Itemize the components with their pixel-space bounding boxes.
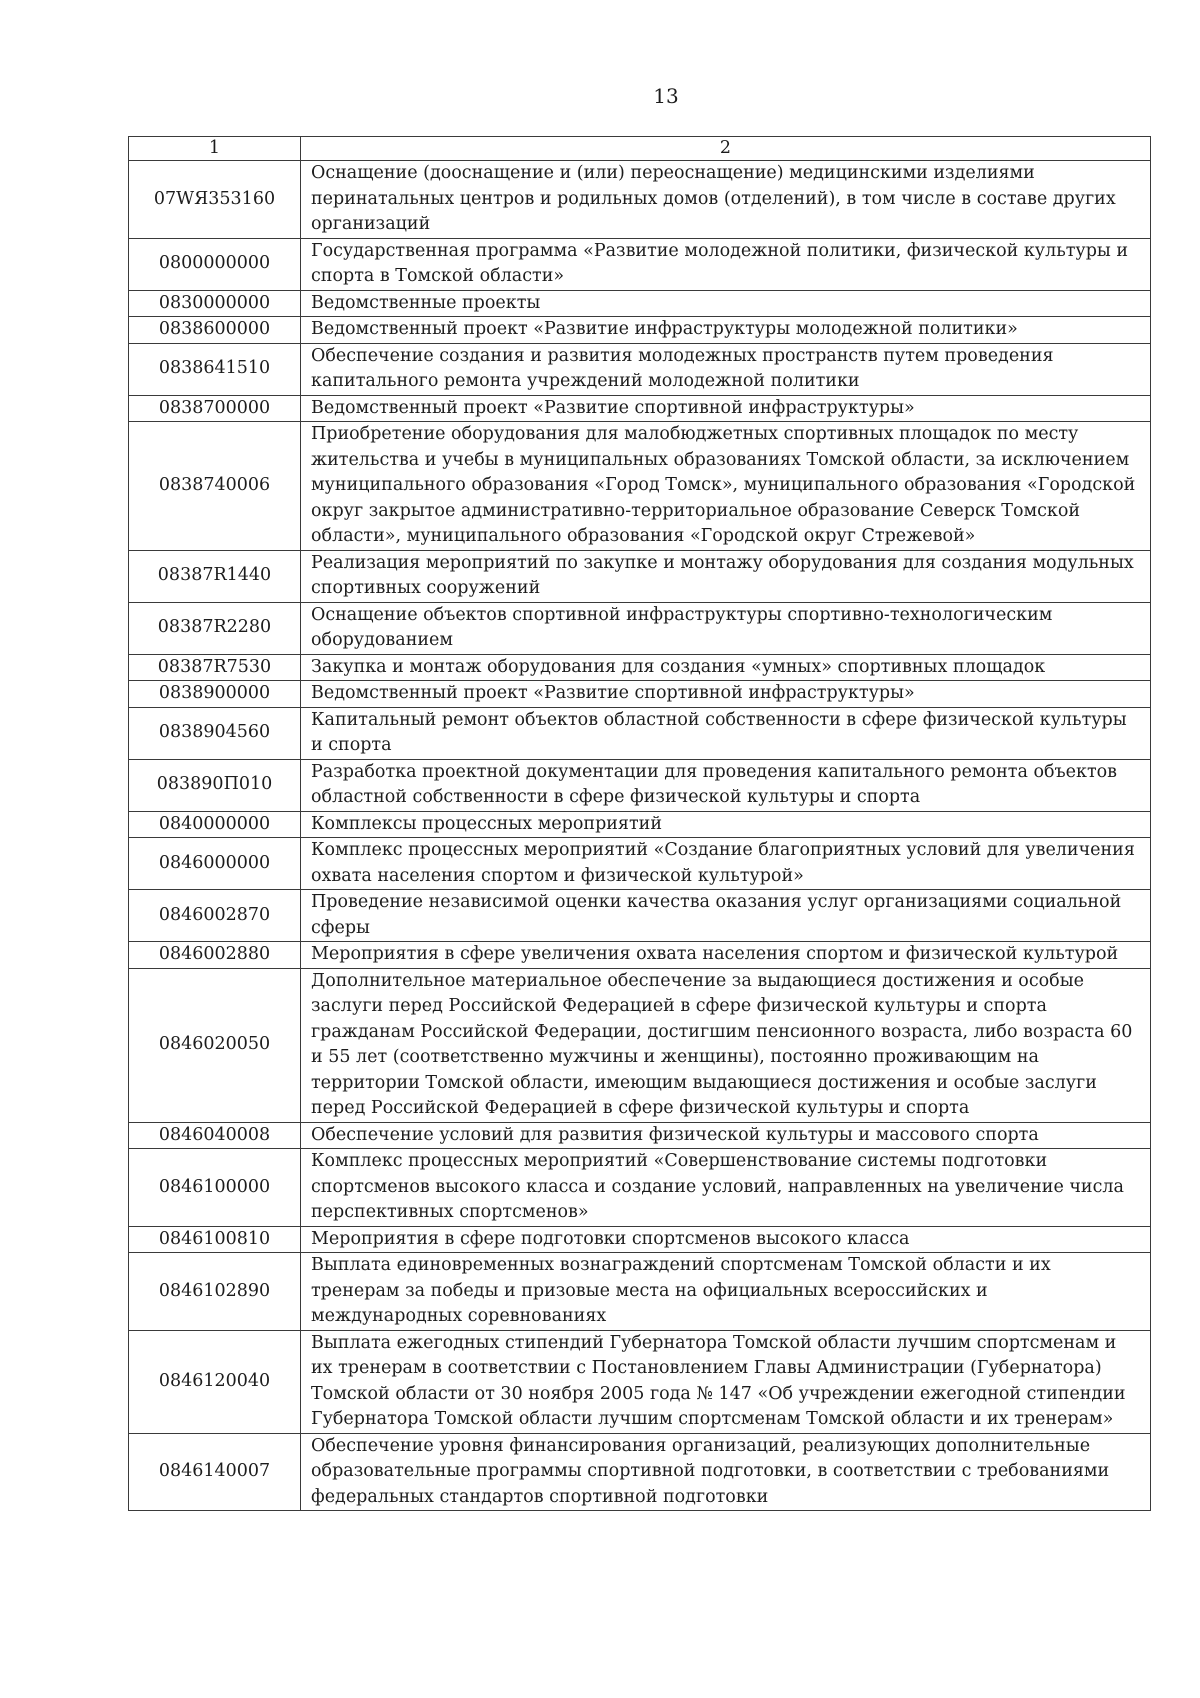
row-description: Ведомственный проект «Развитие спортивной инфраструктуры» bbox=[301, 395, 1151, 422]
table-row bbox=[129, 811, 1151, 838]
table-row bbox=[129, 1149, 1151, 1227]
table-row bbox=[129, 968, 1151, 1122]
row-code: 0838740006 bbox=[129, 422, 301, 551]
row-code: 0838700000 bbox=[129, 395, 301, 422]
table-row bbox=[129, 317, 1151, 344]
row-code: 0846140007 bbox=[129, 1433, 301, 1511]
table-row bbox=[129, 681, 1151, 708]
row-description: Разработка проектной документации для проведения капитального ремонта объектов областной собственности в сфере физической культуры и спорта bbox=[301, 759, 1151, 811]
table-row bbox=[129, 1330, 1151, 1433]
table-row bbox=[129, 759, 1151, 811]
table-row bbox=[129, 550, 1151, 602]
table-row bbox=[129, 707, 1151, 759]
row-description: Комплекс процессных мероприятий «Создание благоприятных условий для увеличения охвата населения спортом и физической культурой» bbox=[301, 838, 1151, 890]
row-code: 0840000000 bbox=[129, 811, 301, 838]
row-description: Закупка и монтаж оборудования для создания «умных» спортивных площадок bbox=[301, 654, 1151, 681]
row-description: Обеспечение уровня финансирования организаций, реализующих дополнительные образовательные программы спортивной подготовки, в соответствии с требованиями федеральных стандартов спортивной подготовки bbox=[301, 1433, 1151, 1511]
row-code: 0838600000 bbox=[129, 317, 301, 344]
table-row bbox=[129, 1122, 1151, 1149]
row-code: 0846002870 bbox=[129, 890, 301, 942]
row-code: 0838904560 bbox=[129, 707, 301, 759]
table-row bbox=[129, 238, 1151, 290]
row-description: Дополнительное материальное обеспечение за выдающиеся достижения и особые заслуги перед Российской Федерацией в сфере физической культуры и спорта гражданам Российской Федерации, достигшим пенсионного возраста, либо возраста 60 и 55 лет (соответственно мужчины и женщины), постоянно проживающим на территории Томской области, имеющим выдающиеся достижения и особые заслуги перед Российской Федерацией в сфере физической культуры и спорта bbox=[301, 968, 1151, 1122]
row-code: 0846040008 bbox=[129, 1122, 301, 1149]
row-code: 0846002880 bbox=[129, 942, 301, 969]
row-code: 0830000000 bbox=[129, 290, 301, 317]
row-description: Обеспечение создания и развития молодежных пространств путем проведения капитального ремонта учреждений молодежной политики bbox=[301, 343, 1151, 395]
table-row bbox=[129, 161, 1151, 239]
row-description: Капитальный ремонт объектов областной собственности в сфере физической культуры и спорта bbox=[301, 707, 1151, 759]
budget-code-table bbox=[128, 136, 1151, 1511]
row-code: 0838900000 bbox=[129, 681, 301, 708]
table-row bbox=[129, 1226, 1151, 1253]
table-row bbox=[129, 890, 1151, 942]
table-row bbox=[129, 395, 1151, 422]
row-code: 083890П010 bbox=[129, 759, 301, 811]
table-row bbox=[129, 1253, 1151, 1331]
table-row bbox=[129, 942, 1151, 969]
row-description: Мероприятия в сфере подготовки спортсменов высокого класса bbox=[301, 1226, 1151, 1253]
row-code: 0846000000 bbox=[129, 838, 301, 890]
table-row bbox=[129, 838, 1151, 890]
table-row bbox=[129, 602, 1151, 654]
row-code: 0846020050 bbox=[129, 968, 301, 1122]
row-description: Комплекс процессных мероприятий «Совершенствование системы подготовки спортсменов высокого класса и создание условий, направленных на увеличение числа перспективных спортсменов» bbox=[301, 1149, 1151, 1227]
row-description: Проведение независимой оценки качества оказания услуг организациями социальной сферы bbox=[301, 890, 1151, 942]
row-code: 0846102890 bbox=[129, 1253, 301, 1331]
table-row bbox=[129, 1433, 1151, 1511]
header-row bbox=[129, 137, 1151, 161]
table-header bbox=[129, 137, 1151, 161]
row-code: 0800000000 bbox=[129, 238, 301, 290]
page-number: 13 bbox=[653, 84, 679, 108]
column-header-1: 1 bbox=[129, 137, 301, 161]
row-code: 08387R7530 bbox=[129, 654, 301, 681]
row-description: Выплата ежегодных стипендий Губернатора Томской области лучшим спортсменам и их тренерам в соответствии с Постановлением Главы Администрации (Губернатора) Томской области от 30 ноября 2005 года № 147 «Об учреждении ежегодной стипендии Губернатора Томской области лучшим спортсменам Томской области и их тренерам» bbox=[301, 1330, 1151, 1433]
row-code: 0846120040 bbox=[129, 1330, 301, 1433]
row-code: 08387R1440 bbox=[129, 550, 301, 602]
row-code: 08387R2280 bbox=[129, 602, 301, 654]
row-code: 0846100000 bbox=[129, 1149, 301, 1227]
row-description: Ведомственные проекты bbox=[301, 290, 1151, 317]
row-description: Выплата единовременных вознаграждений спортсменам Томской области и их тренерам за победы и призовые места на официальных всероссийских и международных соревнованиях bbox=[301, 1253, 1151, 1331]
table-row bbox=[129, 343, 1151, 395]
table-row bbox=[129, 422, 1151, 551]
table-body bbox=[129, 161, 1151, 1511]
row-description: Государственная программа «Развитие молодежной политики, физической культуры и спорта в Томской области» bbox=[301, 238, 1151, 290]
row-description: Комплексы процессных мероприятий bbox=[301, 811, 1151, 838]
table-row bbox=[129, 654, 1151, 681]
row-description: Ведомственный проект «Развитие инфраструктуры молодежной политики» bbox=[301, 317, 1151, 344]
row-code: 0846100810 bbox=[129, 1226, 301, 1253]
row-description: Приобретение оборудования для малобюджетных спортивных площадок по месту жительства и учебы в муниципальных образованиях Томской области, за исключением муниципального образования «Город Томск», муниципального образования «Городской округ закрытое административно-территориальное образование Северск Томской области», муниципального образования «Городской округ Стрежевой» bbox=[301, 422, 1151, 551]
table-row bbox=[129, 290, 1151, 317]
column-header-2: 2 bbox=[301, 137, 1151, 161]
row-code: 07WЯ353160 bbox=[129, 161, 301, 239]
row-description: Ведомственный проект «Развитие спортивной инфраструктуры» bbox=[301, 681, 1151, 708]
row-description: Оснащение (дооснащение и (или) переоснащение) медицинскими изделиями перинатальных центров и родильных домов (отделений), в том числе в составе других организаций bbox=[301, 161, 1151, 239]
row-description: Мероприятия в сфере увеличения охвата населения спортом и физической культурой bbox=[301, 942, 1151, 969]
row-code: 0838641510 bbox=[129, 343, 301, 395]
row-description: Реализация мероприятий по закупке и монтажу оборудования для создания модульных спортивных сооружений bbox=[301, 550, 1151, 602]
row-description: Оснащение объектов спортивной инфраструктуры спортивно-технологическим оборудованием bbox=[301, 602, 1151, 654]
row-description: Обеспечение условий для развития физической культуры и массового спорта bbox=[301, 1122, 1151, 1149]
